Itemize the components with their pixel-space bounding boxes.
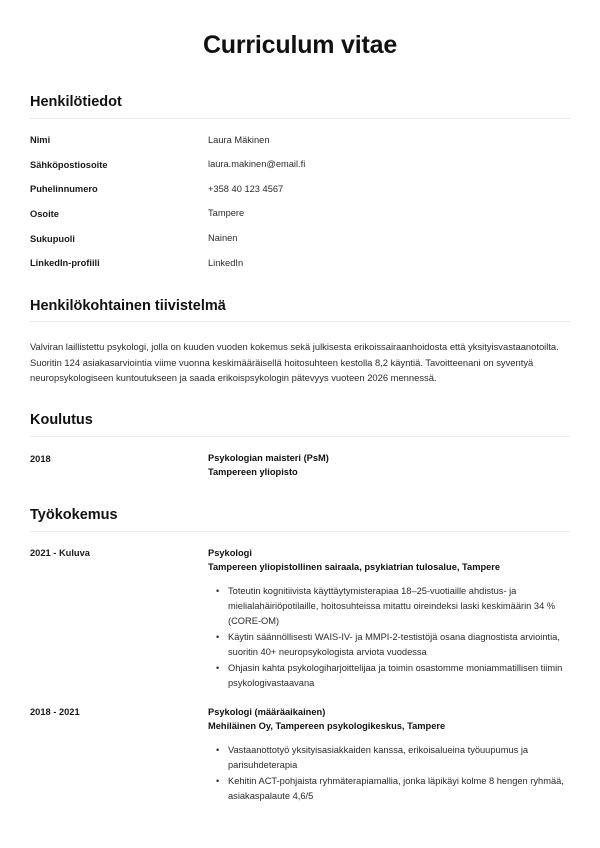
section-heading-education: Koulutus <box>30 412 93 429</box>
detail-label: Sukupuoli <box>30 233 75 244</box>
entry-employer: Tampereen yliopistollinen sairaala, psykiatrian tulosalue, Tampere <box>208 561 501 572</box>
personal-detail-row <box>30 158 570 171</box>
personal-summary-text: Valviran laillistettu psykologi, jolla on kuuden vuoden kokemus sekä julkisesta erikoissairaanhoidosta että yksityisvastaanotoilta. Suoritin 124 asiakasarviointia viime vuonna keskimääräisellä hoitosuhteen kestolla 8,2 käyntiä. Tavoitteenani on syventyä neuropsykologiseen kuntoutukseen ja saada erikoispsykologin pätevyys vuoteen 2026 mennessä. <box>30 341 559 383</box>
list-item: • Vastaanottotyö yksityisasiakkaiden kanssa, erikoisalueina työuupumus ja parisuhdeterapia <box>228 743 570 773</box>
list-item: • Ohjasin kahta psykologiharjoittelijaa ja toimin osastomme moniammatillisen tiimin psykologivastaavana <box>228 661 570 691</box>
personal-detail-row <box>30 207 570 220</box>
entry-body <box>208 706 570 805</box>
detail-value: +358 40 123 4567 <box>208 183 284 194</box>
education-entries <box>30 452 570 480</box>
work-experience-entry <box>30 547 570 692</box>
section-heading-personal-summary: Henkilökohtainen tiivistelmä <box>30 297 226 314</box>
entry-degree: Psykologian maisteri (PsM) <box>208 453 329 464</box>
detail-label: Osoite <box>30 208 59 219</box>
entry-job-title: Psykologi <box>208 547 252 558</box>
personal-detail-row <box>30 183 570 196</box>
entry-responsibilities <box>208 743 570 804</box>
detail-value: laura.makinen@email.fi <box>208 159 306 170</box>
personal-detail-row <box>30 257 570 270</box>
detail-label: Sähköpostiosoite <box>30 159 108 170</box>
detail-label: Puhelinnumero <box>30 184 98 195</box>
entry-body <box>208 547 570 692</box>
list-item: • Kehitin ACT-pohjaista ryhmäterapiamallia, jonka läpikäyi kolme 8 hengen ryhmää, asiakaspalaute 4,6/5 <box>228 774 570 804</box>
entry-date: 2018 - 2021 <box>30 707 80 718</box>
list-item: • Käytin säännöllisesti WAIS-IV- ja MMPI-2-testistöjä osana diagnostista arviointia, suoritin 40+ neuropsykologista arviota vuodessa <box>228 630 570 660</box>
detail-value: Tampere <box>208 208 245 219</box>
section-divider <box>30 531 570 532</box>
section-divider <box>30 436 570 437</box>
personal-details-rows <box>30 134 570 270</box>
entry-institution: Tampereen yliopisto <box>208 466 298 477</box>
detail-label: Nimi <box>30 135 51 146</box>
work-experience-entries <box>30 547 570 805</box>
section-heading-work-experience: Työkokemus <box>30 506 118 523</box>
personal-detail-row <box>30 134 570 147</box>
detail-value: Nainen <box>208 233 238 244</box>
section-divider <box>30 118 570 119</box>
entry-employer: Mehiläinen Oy, Tampereen psykologikeskus, Tampere <box>208 720 446 731</box>
detail-label: LinkedIn-profiili <box>30 258 100 269</box>
detail-value: Laura Mäkinen <box>208 134 270 145</box>
entry-date: 2018 <box>30 453 51 464</box>
linkedin-profile-link[interactable]: LinkedIn <box>208 257 244 268</box>
personal-detail-row <box>30 232 570 245</box>
list-item: • Toteutin kognitiivista käyttäytymisterapiaa 18–25-vuotiaille ahdistus- ja mielialahäiriöpotilaille, hoitosuhteissa mitattu oireindeksi laski keskimäärin 34 % (CORE-OM) <box>228 584 570 629</box>
section-divider <box>30 321 570 322</box>
entry-responsibilities <box>208 584 570 691</box>
section-work-experience <box>30 506 570 805</box>
entry-job-title: Psykologi (määräaikainen) <box>208 706 326 717</box>
section-education <box>30 411 570 480</box>
education-entry <box>30 452 570 480</box>
entry-date: 2021 - Kuluva <box>30 548 90 559</box>
section-personal-details <box>30 93 570 270</box>
page-title: Curriculum vitae <box>202 31 398 59</box>
section-personal-summary <box>30 297 570 386</box>
work-experience-entry <box>30 706 570 805</box>
section-heading-personal-details: Henkilötiedot <box>30 94 122 110</box>
entry-body <box>208 452 570 480</box>
